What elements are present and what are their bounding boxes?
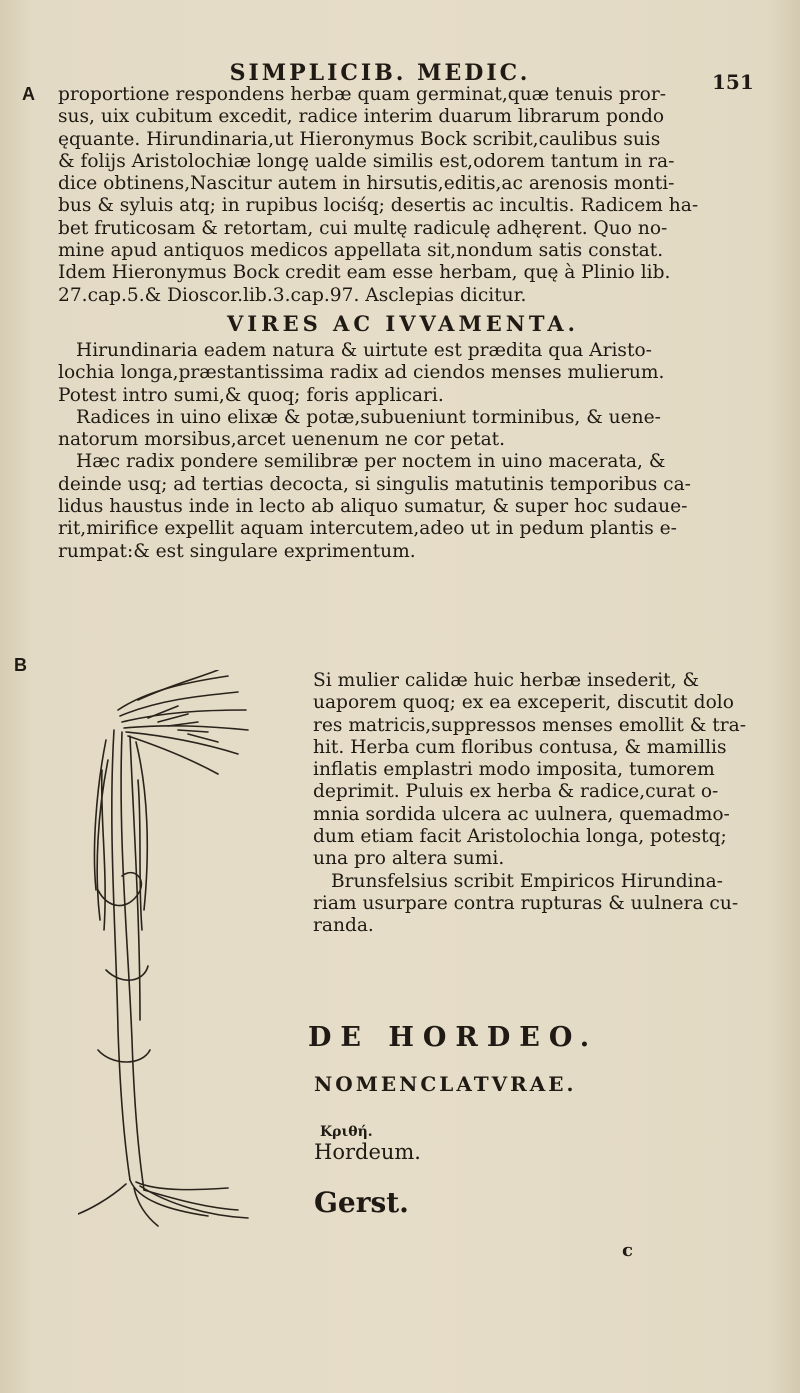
nomenclature-heading: NOMENCLATVRAE. xyxy=(314,1072,577,1096)
text-line: ęquante. Hirundinaria,ut Hieronymus Bock scribit,caulibus suis xyxy=(58,128,661,150)
paragraph-side-1 xyxy=(313,670,753,871)
text-line: lochia longa,præstantissima radix ad ciendos menses mulierum. xyxy=(58,362,665,384)
chapter-title: DE HORDEO. xyxy=(308,1022,599,1053)
margin-letter-a: A xyxy=(22,84,35,104)
text-line: uaporem quoq; ex ea exceperit, discutit dolo xyxy=(313,692,734,714)
text-line: lidus haustus inde in lecto ab aliquo sumatur, & super hoc sudaue- xyxy=(58,496,688,518)
hirundinaria-plant-illustration xyxy=(78,670,308,1230)
text-line: natorum morsibus,arcet uenenum ne cor petat. xyxy=(58,429,506,451)
running-head-text: SIMPLICIB. MEDIC. xyxy=(229,60,531,86)
text-line: Hæc radix pondere semilibræ per noctem in uino macerata, & xyxy=(76,451,666,473)
text-line: & folijs Aristolochiæ longę ualde similis est,odorem tantum in ra- xyxy=(58,150,675,172)
text-line: bus & syluis atq; in rupibus lociśq; desertis ac incultis. Radicem ha- xyxy=(58,195,699,217)
text-line: randa. xyxy=(313,915,374,937)
text-line: Hirundinaria eadem natura & uirtute est prædita qua Aristo- xyxy=(76,339,652,361)
text-line: Idem Hieronymus Bock credit eam esse herbam, quę à Plinio lib. xyxy=(58,262,671,284)
german-name: Gerst. xyxy=(314,1186,409,1219)
paragraph-vires-1 xyxy=(58,340,748,407)
side-text-block xyxy=(313,670,753,938)
margin-letter-b: B xyxy=(14,655,27,675)
text-line: bet fruticosam & retortam, cui multę radiculę adhęrent. Quo no- xyxy=(58,217,668,239)
text-line: deinde usq; ad tertias decocta, si singulis matutinis temporibus ca- xyxy=(58,473,691,495)
text-line: Radices in uino elixæ & potæ,subueniunt torminibus, & uene- xyxy=(76,406,661,428)
text-line: una pro altera sumi. xyxy=(313,848,505,870)
text-line: sus, uix cubitum excedit, radice interim duarum librarum pondo xyxy=(58,106,665,128)
text-line: 27.cap.5.& Dioscor.lib.3.cap.97. Asclepias dicitur. xyxy=(58,284,527,306)
text-line: hit. Herba cum floribus contusa, & mamillis xyxy=(313,736,727,758)
section-heading-vires: VIRES AC IVVAMENTA. xyxy=(227,310,579,336)
text-line: riam usurpare contra rupturas & uulnera cu- xyxy=(313,892,739,914)
text-line: res matricis,suppressos menses emollit & tra- xyxy=(313,714,746,736)
text-line: mine apud antiquos medicos appellata sit,nondum satis constat. xyxy=(58,240,664,262)
signature-mark: c xyxy=(622,1240,633,1261)
paragraph-vires-2 xyxy=(58,407,748,452)
folio-number: 151 xyxy=(712,70,754,94)
latin-name: Hordeum. xyxy=(314,1140,421,1164)
text-line: dice obtinens,Nascitur autem in hirsutis,editis,ac arenosis monti- xyxy=(58,173,675,195)
paragraph-hirundinaria xyxy=(58,84,748,307)
paragraph-vires-3 xyxy=(58,451,748,562)
text-line: proportione respondens herbæ quam germinat,quæ tenuis pror- xyxy=(58,84,667,105)
text-line: Brunsfelsius scribit Empiricos Hirundina- xyxy=(331,870,723,892)
text-line: Si mulier calidæ huic herbæ insederit, & xyxy=(313,670,700,691)
text-line: rumpat:& est singulare exprimentum. xyxy=(58,540,416,562)
running-head xyxy=(0,60,800,86)
greek-name: Κριθή. xyxy=(320,1124,373,1140)
text-line: mnia sordida ulcera ac uulnera, quemadmo- xyxy=(313,803,730,825)
paragraph-side-2 xyxy=(313,871,753,938)
text-line: Potest intro sumi,& quoq; foris applicari. xyxy=(58,384,444,406)
text-line: deprimit. Puluis ex herba & radice,curat o- xyxy=(313,781,719,803)
text-line: rit,mirifice expellit aquam intercutem,adeo ut in pedum plantis e- xyxy=(58,518,677,540)
main-text-block xyxy=(58,84,748,563)
text-line: inflatis emplastri modo imposita, tumorem xyxy=(313,759,715,781)
text-line: dum etiam facit Aristolochia longa, potestq; xyxy=(313,826,727,848)
